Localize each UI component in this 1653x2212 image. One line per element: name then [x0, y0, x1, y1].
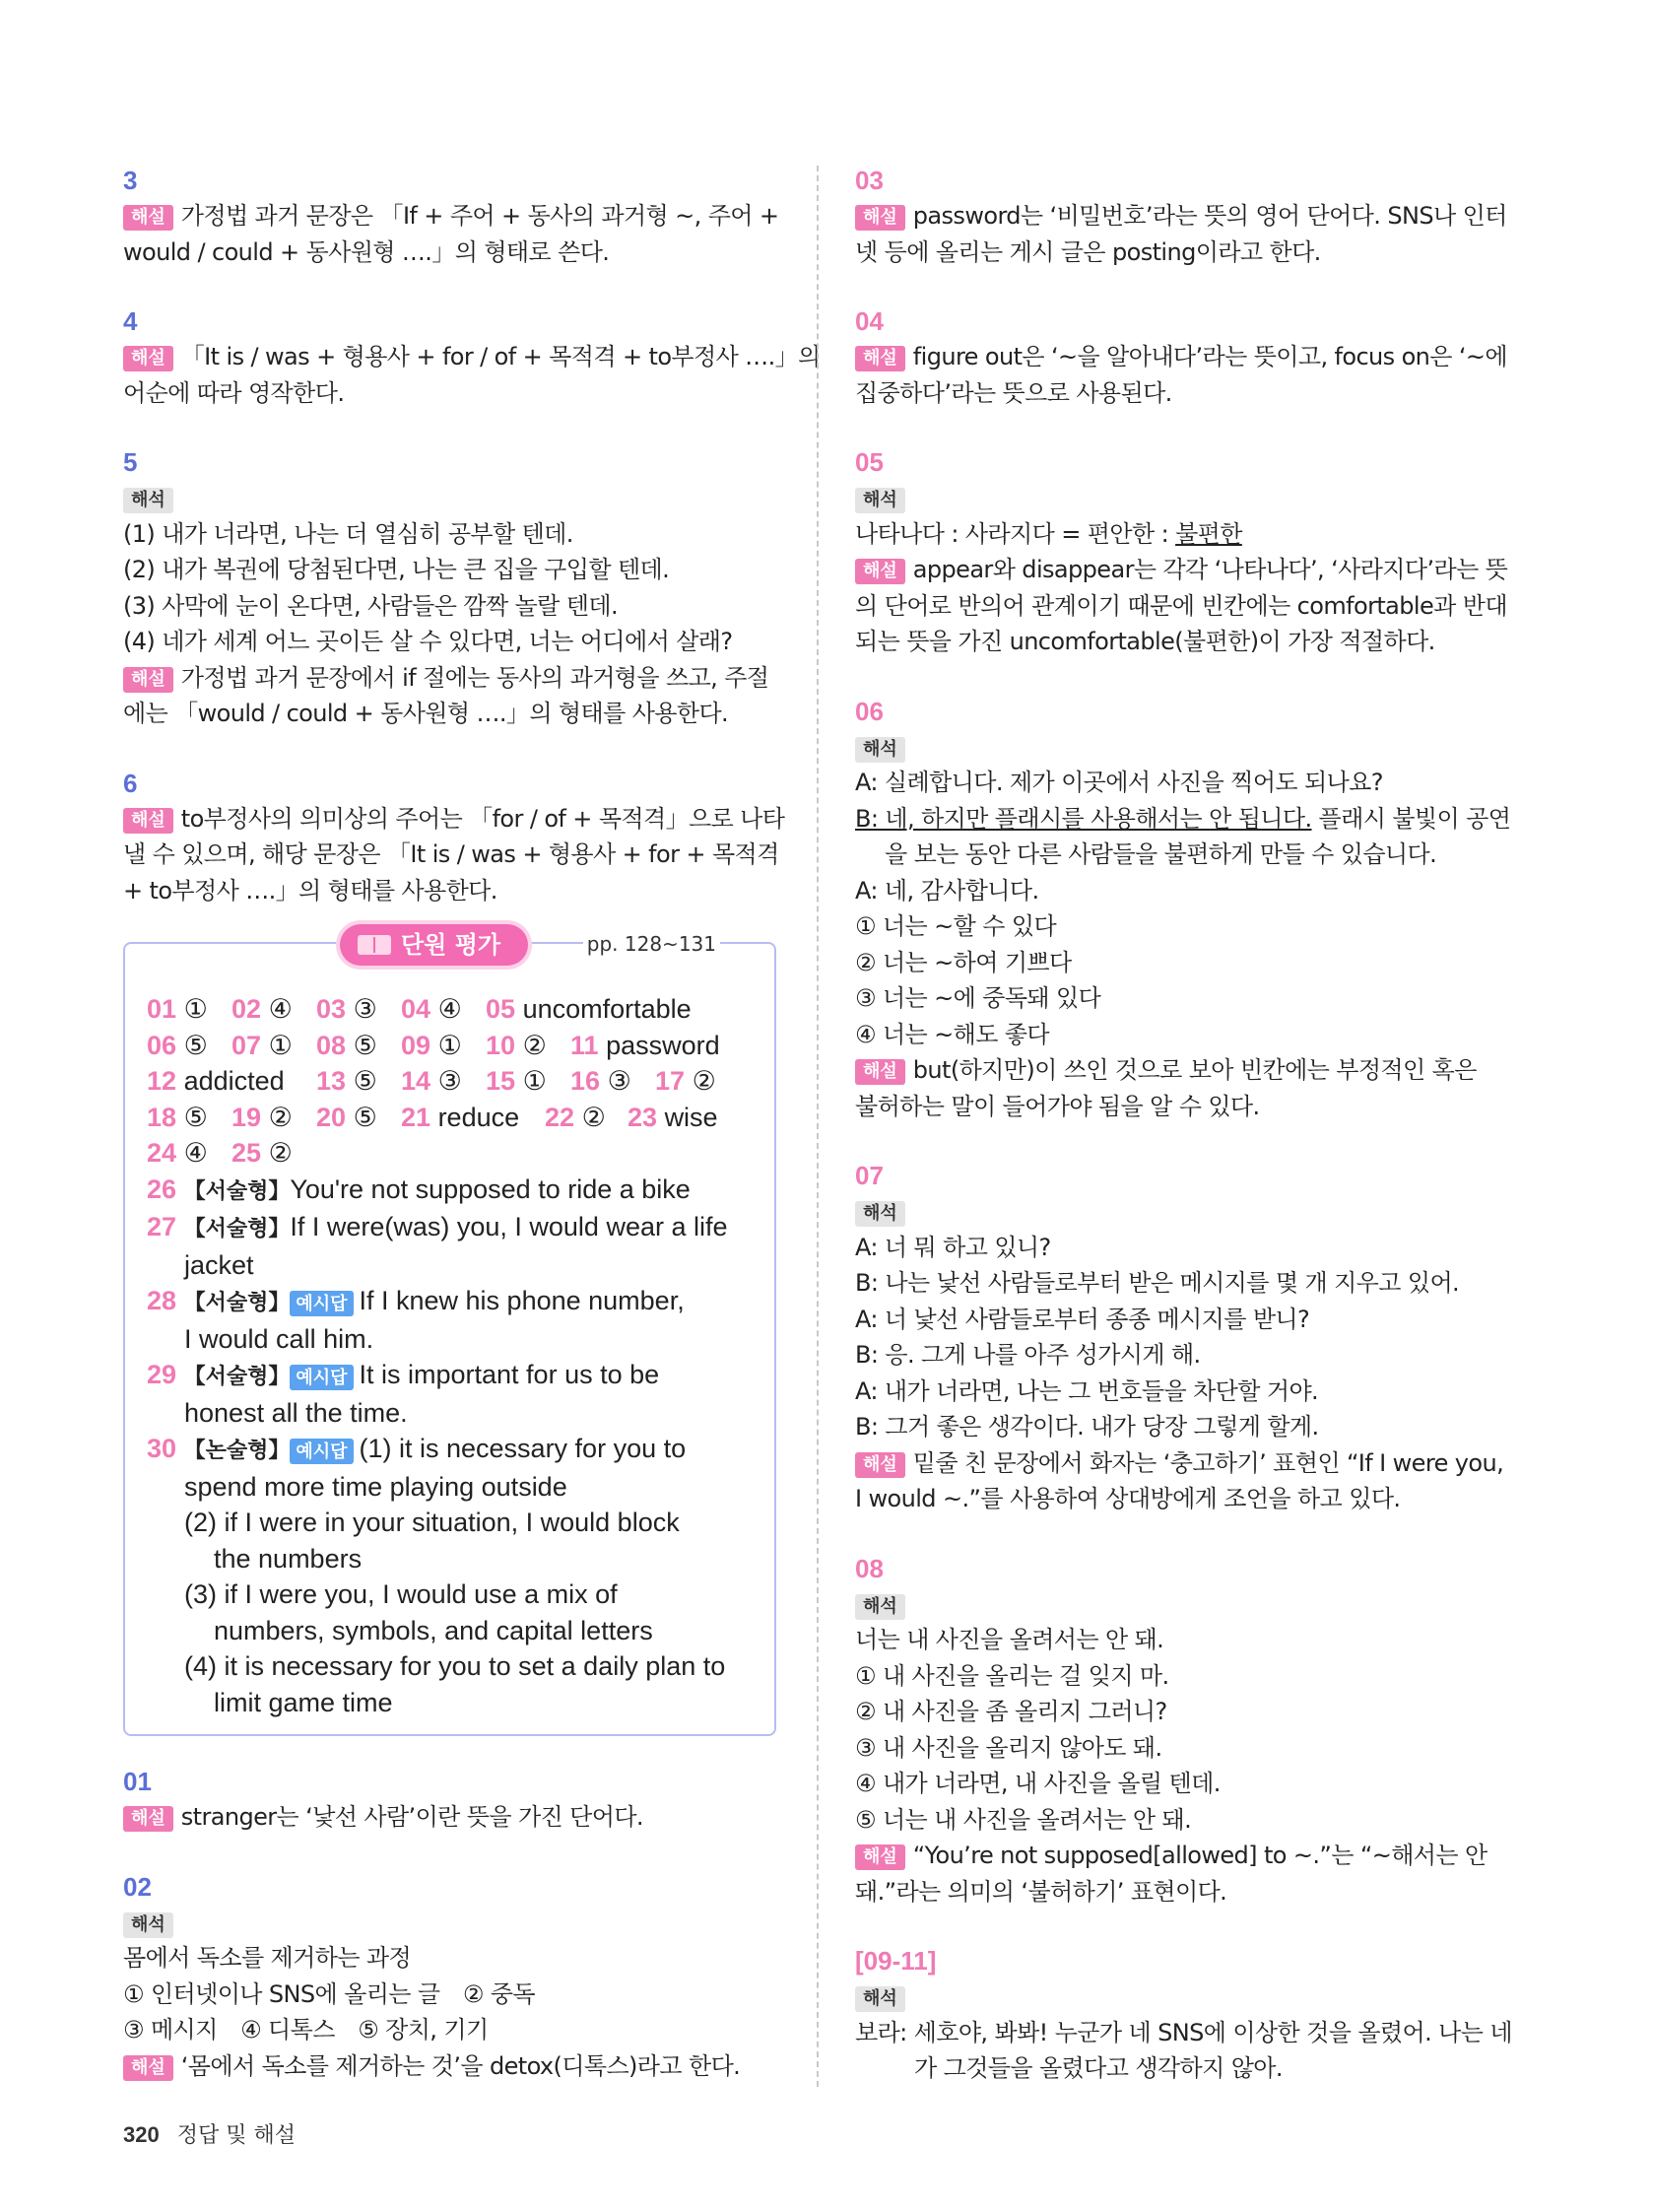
answer-value: ②	[581, 1102, 606, 1132]
answer-number: 20	[316, 1102, 347, 1132]
answer-value: ②	[268, 1102, 293, 1132]
answer-value: ⑤	[353, 1102, 377, 1132]
question-number: 3	[123, 166, 138, 195]
answer-value-continued: limit game time	[214, 1687, 393, 1717]
question-06	[855, 694, 1515, 1125]
choice-line: ① 너는 ~할 수 있다	[855, 912, 1057, 940]
answer-value: ④	[183, 1138, 208, 1168]
translation-line: ③ 내 사진을 올리지 않아도 돼.	[855, 1733, 1162, 1762]
title-text: 단원	[401, 931, 447, 959]
question-number: 01	[123, 1767, 152, 1796]
book-icon	[358, 935, 391, 955]
explanation-text: would / could + 동사원형 ….」의 형태로 쓴다.	[123, 237, 610, 266]
explanation-text: 가정법 과거 문장에서 if 절에는 동사의 과거형을 쓰고, 주절	[180, 663, 769, 692]
answer-value: (1) it is necessary for you to	[359, 1434, 687, 1463]
explanation-text: 의 단어로 반의어 관계이기 때문에 빈칸에는 comfortable과 반대	[855, 591, 1507, 620]
answer-value-part: (3) if I were you, I would use a mix of	[184, 1579, 618, 1609]
dialogue-line: A: 네, 감사합니다.	[855, 876, 1039, 905]
translation-tag: 해석	[855, 1986, 905, 2012]
answer-value: ②	[522, 1030, 547, 1060]
answer-number: 15	[486, 1066, 516, 1096]
translation-line: (3) 사막에 눈이 온다면, 사람들은 깜짝 놀랄 텐데.	[123, 591, 618, 620]
question-04	[855, 303, 1515, 411]
answer-value: ⑤	[183, 1030, 208, 1060]
answer-number: 25	[231, 1138, 262, 1168]
answer-type-label: 【서술형】	[183, 1290, 291, 1314]
explanation-tag: 해설	[123, 346, 173, 371]
answer-value-continued: spend more time playing outside	[184, 1471, 567, 1502]
explanation-tag: 해설	[123, 1806, 173, 1832]
answer-number: 12	[147, 1066, 177, 1096]
dialogue-line: B: 그거 좋은 생각이다. 내가 당장 그렇게 할게.	[855, 1413, 1319, 1441]
answer-value: ①	[437, 1030, 462, 1060]
translation-line: (2) 내가 복권에 당첨된다면, 나는 큰 집을 구입할 텐데.	[123, 556, 670, 583]
explanation-tag: 해설	[855, 559, 905, 584]
answer-number: 19	[231, 1102, 262, 1132]
answer-number: 28	[147, 1286, 177, 1315]
question-03	[855, 163, 1515, 270]
answer-value: password	[606, 1030, 720, 1060]
page-footer	[123, 2118, 296, 2149]
explanation-tag: 해설	[123, 808, 173, 834]
example-answer-tag: 예시답	[290, 1291, 353, 1316]
unit-evaluation-title	[340, 924, 528, 966]
translation-tag: 해석	[123, 1912, 173, 1938]
explanation-text: 밑줄 친 문장에서 화자는 ‘충고하기’ 표현인 “If I were you,	[912, 1448, 1504, 1477]
question-01	[123, 1764, 778, 1836]
dialogue-line: B: 응. 그게 나를 아주 성가시게 해.	[855, 1341, 1201, 1369]
answer-row	[147, 991, 764, 1028]
answer-number: 23	[628, 1102, 658, 1132]
underlined-sentence: B: 네, 하지만 플래시를 사용해서는 안 됩니다.	[855, 804, 1312, 833]
translation-tag: 해석	[855, 1594, 905, 1620]
explanation-text: to부정사의 의미상의 주어는 「for / of + 목적격」으로 나타	[180, 804, 785, 833]
explanation-text: password는 ‘비밀번호’라는 뜻의 영어 단어다. SNS나 인터	[912, 202, 1507, 230]
answer-number: 05	[486, 994, 516, 1024]
question-5	[123, 444, 778, 732]
answer-number: 03	[316, 994, 347, 1024]
translation-line: ⑤ 너는 내 사진을 올려서는 안 돼.	[855, 1805, 1192, 1834]
answer-value-part: (4) it is necessary for you to set a daily plan to	[184, 1651, 726, 1681]
answer-row	[147, 1028, 764, 1064]
title-text: 평가	[446, 931, 501, 959]
question-07	[855, 1158, 1515, 1517]
answer-row	[147, 1100, 764, 1136]
answer-number: 30	[147, 1434, 177, 1463]
answer-value-part: (2) if I were in your situation, I would block	[184, 1508, 680, 1537]
question-6	[123, 766, 785, 909]
answer-type-label: 【서술형】	[183, 1216, 291, 1240]
answer-value-continued: I would call him.	[184, 1323, 374, 1354]
right-column	[855, 163, 1515, 2120]
explanation-tag: 해설	[855, 1452, 905, 1478]
answer-number: 27	[147, 1212, 177, 1241]
answer-number: 10	[486, 1030, 516, 1060]
question-number: 08	[855, 1553, 884, 1583]
question-09-11	[855, 1943, 1515, 2087]
answer-number: 11	[570, 1030, 599, 1060]
answer-value: ①	[183, 994, 208, 1024]
translation-line: ① 내 사진을 올리는 걸 잊지 마.	[855, 1661, 1169, 1690]
answer-value: You're not supposed to ride a bike	[290, 1173, 691, 1204]
question-number: [09-11]	[855, 1946, 937, 1976]
question-08	[855, 1551, 1515, 1910]
question-number: 03	[855, 166, 884, 195]
explanation-text: “You’re not supposed[allowed] to ~.”는 “~해서는 안	[912, 1842, 1488, 1869]
answer-number: 22	[545, 1102, 575, 1132]
translation-line: (1) 내가 너라면, 나는 더 열심히 공부할 텐데.	[123, 519, 573, 548]
answer-30	[147, 1431, 764, 1469]
answer-number: 17	[655, 1066, 686, 1096]
translation-line: 가 그것들을 올렸다고 생각하지 않아.	[914, 2054, 1283, 2082]
answer-value-continued: honest all the time.	[184, 1397, 408, 1428]
answer-value-continued: the numbers	[214, 1543, 363, 1574]
question-3	[123, 163, 778, 270]
explanation-tag: 해설	[123, 667, 173, 693]
dialogue-text: 플래시 불빛이 공연	[1311, 804, 1511, 833]
answer-value: ⑤	[353, 1030, 377, 1060]
choice-line: ② 너는 ~하여 기쁘다	[855, 948, 1072, 976]
answer-value: ⑤	[353, 1066, 377, 1096]
answer-value: reduce	[437, 1102, 520, 1132]
translation-tag: 해석	[855, 737, 905, 763]
explanation-text: 넷 등에 올리는 게시 글은 posting이라고 한다.	[855, 237, 1321, 266]
example-answer-tag: 예시답	[290, 1439, 353, 1464]
answer-value: uncomfortable	[522, 994, 692, 1024]
answer-number: 08	[316, 1030, 347, 1060]
translation-tag: 해석	[855, 488, 905, 513]
explanation-text: appear와 disappear는 각각 ‘나타나다’, ‘사라지다’라는 뜻	[912, 556, 1508, 583]
answer-row	[147, 1063, 764, 1100]
translation-tag: 해석	[123, 488, 173, 513]
question-number: 02	[123, 1871, 152, 1902]
explanation-text: 돼.”라는 의미의 ‘불허하기’ 표현이다.	[855, 1877, 1227, 1906]
answer-value: ②	[692, 1066, 716, 1096]
answer-value: ③	[353, 994, 377, 1024]
answer-value: ③	[607, 1066, 631, 1096]
translation-tag: 해석	[855, 1201, 905, 1227]
translation-line: 보라: 세호야, 봐봐! 누군가 네 SNS에 이상한 것을 올렸어. 나는 네	[855, 2018, 1512, 2046]
answer-value: ⑤	[183, 1102, 208, 1132]
explanation-text: 에는 「would / could + 동사원형 ….」의 형태를 사용한다.	[123, 700, 729, 727]
answer-value: ①	[522, 1066, 547, 1096]
explanation-text: ‘몸에서 독소를 제거하는 것’을 detox(디톡스)라고 한다.	[180, 2051, 741, 2080]
footer-label: 정답 및 해설	[176, 2123, 296, 2148]
answer-value-continued: numbers, symbols, and capital letters	[214, 1615, 653, 1645]
answer-number: 01	[147, 994, 177, 1024]
explanation-text: figure out은 ‘~을 알아내다’라는 뜻이고, focus on은 ‘~에	[912, 343, 1508, 370]
answer-value: ④	[437, 994, 462, 1024]
answer-number: 07	[231, 1030, 262, 1060]
translation-line: 몸에서 독소를 제거하는 과정	[123, 1944, 412, 1972]
question-number: 6	[123, 768, 138, 798]
question-number: 06	[855, 696, 884, 726]
explanation-tag: 해설	[855, 205, 905, 231]
answer-number: 09	[401, 1030, 431, 1060]
dialogue-line: A: 너 뭐 하고 있니?	[855, 1233, 1051, 1261]
question-05	[855, 444, 1515, 660]
answer-28	[147, 1283, 764, 1321]
translation-line: 너는 내 사진을 올려서는 안 돼.	[855, 1626, 1164, 1653]
unit-evaluation-box	[123, 931, 776, 1736]
answer-number: 24	[147, 1138, 177, 1168]
answer-27	[147, 1209, 764, 1247]
question-02	[123, 1869, 778, 2085]
answer-value: addicted	[183, 1066, 285, 1096]
explanation-text: 낼 수 있으며, 해당 문장은 「It is / was + 형용사 + for + 목적격	[123, 840, 779, 868]
choice-line: ④ 너는 ~해도 좋다	[855, 1020, 1050, 1048]
dialogue-line: A: 내가 너라면, 나는 그 번호들을 차단할 거야.	[855, 1376, 1319, 1405]
answer-row	[147, 1135, 764, 1172]
question-number: 5	[123, 447, 138, 477]
translation-text: 나타나다 : 사라지다 = 편안한 :	[855, 519, 1176, 548]
explanation-text: 어순에 따라 영작한다.	[123, 378, 345, 407]
choice-line: ③ 너는 ~에 중독돼 있다	[855, 984, 1101, 1012]
answer-type-label: 【논술형】	[183, 1438, 291, 1462]
answer-value: wise	[664, 1102, 718, 1132]
answer-value: ③	[437, 1066, 462, 1096]
answer-number: 26	[147, 1173, 177, 1204]
dialogue-line	[855, 801, 1515, 838]
answer-number: 06	[147, 1030, 177, 1060]
answer-number: 29	[147, 1360, 177, 1389]
question-number: 07	[855, 1161, 884, 1190]
translation-line: (4) 네가 세계 어느 곳이든 살 수 있다면, 너는 어디에서 살래?	[123, 628, 733, 655]
dialogue-line: B: 나는 낯선 사람들로부터 받은 메시지를 몇 개 지우고 있어.	[855, 1269, 1460, 1297]
left-column	[123, 163, 821, 2117]
answer-number: 13	[316, 1066, 347, 1096]
question-number: 4	[123, 306, 138, 336]
explanation-tag: 해설	[123, 205, 173, 231]
explanation-text: 집중하다’라는 뜻으로 사용된다.	[855, 378, 1172, 407]
page-number: 320	[123, 2122, 160, 2147]
answer-type-label: 【서술형】	[183, 1364, 291, 1388]
translation-line: ② 내 사진을 좀 올리지 그러니?	[855, 1698, 1167, 1725]
question-number: 04	[855, 306, 884, 336]
dialogue-line: A: 너 낯선 사람들로부터 종종 메시지를 받니?	[855, 1305, 1310, 1333]
underlined-answer: 불편한	[1175, 519, 1242, 548]
dialogue-line: A: 실례합니다. 제가 이곳에서 사진을 찍어도 되나요?	[855, 769, 1383, 796]
answer-value: If I knew his phone number,	[359, 1286, 685, 1315]
translation-line	[855, 516, 1515, 553]
question-number: 05	[855, 447, 884, 477]
explanation-tag: 해설	[855, 346, 905, 371]
answer-number: 16	[570, 1066, 601, 1096]
example-answer-tag: 예시답	[290, 1365, 353, 1390]
explanation-text: 되는 뜻을 가진 uncomfortable(불편한)이 가장 적절하다.	[855, 628, 1435, 655]
answer-value: ④	[268, 994, 293, 1024]
answer-number: 18	[147, 1102, 177, 1132]
answer-type-label: 【서술형】	[183, 1177, 291, 1203]
answer-26	[147, 1172, 764, 1210]
answer-value: It is important for us to be	[359, 1360, 660, 1389]
answer-29	[147, 1357, 764, 1395]
answer-number: 04	[401, 994, 431, 1024]
explanation-text: 가정법 과거 문장은 「If + 주어 + 동사의 과거형 ~, 주어 +	[180, 202, 779, 230]
translation-line: ① 인터넷이나 SNS에 올리는 글 ② 중독	[123, 1979, 536, 2008]
answer-number: 21	[401, 1102, 431, 1132]
explanation-tag: 해설	[123, 2055, 173, 2081]
explanation-tag: 해설	[855, 1059, 905, 1085]
dialogue-line: 을 보는 동안 다른 사람들을 불편하게 만들 수 있습니다.	[885, 840, 1437, 868]
translation-line: ③ 메시지 ④ 디톡스 ⑤ 장치, 기기	[123, 2016, 489, 2044]
explanation-tag: 해설	[855, 1844, 905, 1870]
explanation-text: but(하지만)이 쓰인 것으로 보아 빈칸에는 부정적인 혹은	[912, 1056, 1477, 1084]
answer-value-continued: jacket	[184, 1249, 254, 1280]
answer-value: ②	[268, 1138, 293, 1168]
explanation-text: 불허하는 말이 들어가야 됨을 알 수 있다.	[855, 1092, 1260, 1120]
explanation-text: + to부정사 ….」의 형태를 사용한다.	[123, 876, 497, 905]
explanation-text: stranger는 ‘낯선 사람’이란 뜻을 가진 단어다.	[180, 1803, 643, 1831]
page-range: pp. 128~131	[583, 932, 720, 956]
column-divider	[817, 166, 819, 2087]
explanation-text: 「It is / was + 형용사 + for / of + 목적격 + to부정사 ….」의	[180, 343, 821, 370]
answer-number: 14	[401, 1066, 431, 1096]
translation-line: ④ 내가 너라면, 내 사진을 올릴 텐데.	[855, 1770, 1221, 1797]
answer-number: 02	[231, 994, 262, 1024]
question-4	[123, 303, 821, 411]
answer-value: If I were(was) you, I would wear a life	[290, 1212, 728, 1241]
explanation-text: I would ~.”를 사용하여 상대방에게 조언을 하고 있다.	[855, 1485, 1401, 1512]
answer-value: ①	[268, 1030, 293, 1060]
